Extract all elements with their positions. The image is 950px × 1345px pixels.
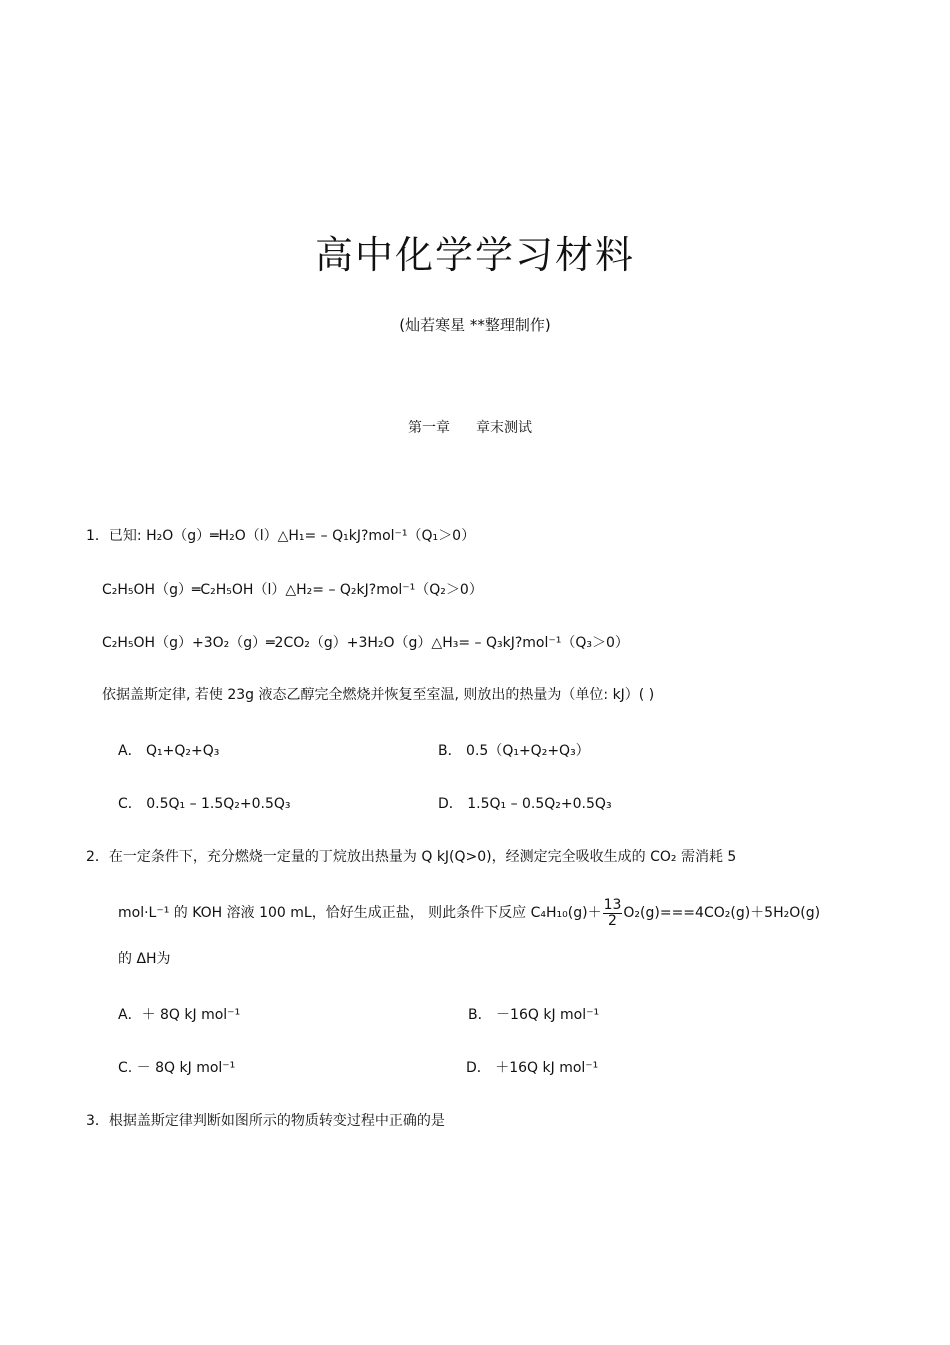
q2-option-d: D． ＋16Q kJ mol⁻¹ [466,1060,599,1076]
q2-option-c: C. － 8Q kJ mol⁻¹ [118,1060,236,1076]
q1-line-1: 1．已知: H₂O（g）═H₂O（l）△H₁= – Q₁kJ?mol⁻¹（Q₁＞0） [86,528,476,544]
q1-option-b: B． 0.5（Q₁+Q₂+Q₃） [438,743,590,759]
q1-option-c: C． 0.5Q₁ – 1.5Q₂+0.5Q₃ [118,796,291,812]
fraction-13-over-2 [603,898,623,928]
q3-line-1: 3．根据盖斯定律判断如图所示的物质转变过程中正确的是 [86,1113,445,1129]
q1-line-2: C₂H₅OH（g）═C₂H₅OH（l）△H₂= – Q₂kJ?mol⁻¹（Q₂＞0） [102,582,483,598]
q1-option-d: D． 1.5Q₁ – 0.5Q₂+0.5Q₃ [438,796,612,812]
chapter-label: 第一章 [408,420,450,436]
q2-option-b: B． －16Q kJ mol⁻¹ [468,1007,600,1023]
q2-line-1: 2．在一定条件下，充分燃烧一定量的丁烷放出热量为 Q kJ(Q>0)，经测定完全吸收生成的 CO₂ 需消耗 5 [86,849,737,865]
fraction-denominator: 2 [608,912,617,929]
page-title: 高中化学学习材料 [314,233,635,277]
q1-line-3: C₂H₅OH（g）+3O₂（g）═2CO₂（g）+3H₂O（g）△H₃= – Q₃kJ?mol⁻¹（Q₃＞0） [102,635,629,651]
q1-option-a: A． Q₁+Q₂+Q₃ [118,743,220,759]
q2-option-a: A．＋ 8Q kJ mol⁻¹ [118,1007,241,1023]
q2-line-2-text-b: O₂(g)===4CO₂(g)＋5H₂O(g) [623,905,821,922]
q2-line-2-text-a: mol·L⁻¹ 的 KOH 溶液 100 mL，恰好生成正盐， 则此条件下反应 C₄H₁₀(g)＋ [118,905,602,922]
chapter-name: 章末测试 [476,420,532,436]
q2-line-2 [118,898,820,928]
q2-line-3: 的 ΔH为 [118,951,171,967]
fraction-numerator: 13 [603,897,622,913]
q1-line-4: 依据盖斯定律, 若使 23g 液态乙醇完全燃烧并恢复至室温, 则放出的热量为（单位: kJ）( ) [102,687,655,703]
page-subtitle: (灿若寒星 **整理制作) [399,316,551,334]
